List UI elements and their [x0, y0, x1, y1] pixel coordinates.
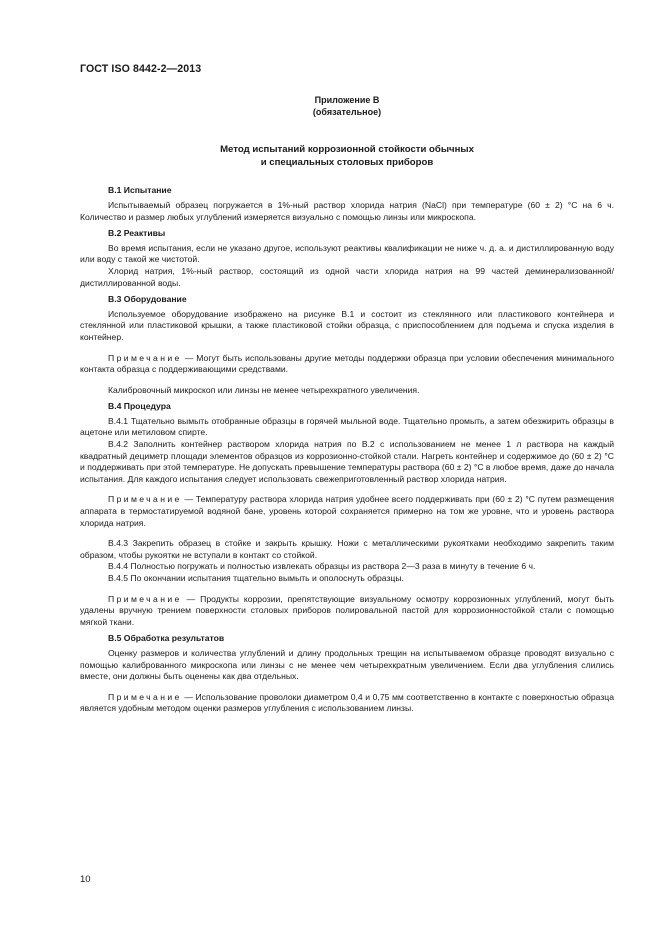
paragraph-b5-1: Оценку размеров и количества углублений и длину продольных трещин на испытываемом образце проводят визуально с помощью калиброванного микроскопа или линзы с не менее чем четырехкратным увеличением. Если два углубления слились вместе, они должны быть оценены как два отдельных. [80, 647, 614, 682]
note-text: — Температуру раствора хлорида натрия удобнее всего поддерживать при (60 ± 2) °С путем размещения аппарата в термостатируемой водяной бане, уровень которой сохраняется примерно на том же уровне, что и уровень раствора хлорида натрия. [80, 494, 614, 528]
method-title-line2: и специальных столовых приборов [260, 156, 434, 168]
note-b5 [80, 692, 614, 715]
section-heading-b4: В.4 Процедура [108, 401, 171, 412]
section-heading-b5: В.5 Обработка результатов [108, 633, 225, 644]
paragraph-b4-4: В.4.4 Полностью погружать и полностью извлекать образцы из раствора 2—3 раза в минуту в течение 6 ч. [108, 561, 536, 572]
paragraph-b2-2: Хлорид натрия, 1%-ный раствор, состоящий из одной части хлорида натрия на 99 частей деминерализованной/дистиллированной воды. [80, 265, 614, 288]
paragraph-b4-1: В.4.1 Тщательно вымыть отобранные образцы в горячей мыльной воде. Тщательно промыть, а затем обезжирить образцы в ацетоне или метиловом спирте. [80, 415, 614, 438]
note-text: — Могут быть использованы другие методы поддержки образца при условии обеспечения минимального контакта образца с поддерживающими средствами. [80, 352, 614, 375]
method-title [80, 144, 614, 169]
paragraph-b1: Испытываемый образец погружается в 1%-ный раствор хлорида натрия (NaCl) при температуре (60 ± 2) °С на 6 ч. Количество и размер любых углублений измеряется визуально с помощью линзы или микроскопа. [80, 199, 614, 222]
section-heading-b2: В.2 Реактивы [108, 228, 166, 239]
note-text: — Продукты коррозии, препятствующие визуальному осмотру коррозионных углублений, могут быть удалены вручную трением поверхности столовых приборов полировальной пастой для коррозионностойкой стали с помощью мягкой ткани. [80, 593, 614, 627]
note-b4-2 [80, 594, 614, 629]
note-b3 [80, 353, 614, 376]
page-number: 10 [80, 874, 91, 885]
paragraph-b3-2: Калибровочный микроскоп или линзы не менее четырехкратного увеличения. [108, 384, 420, 395]
paragraph-b4-2: В.4.2 Заполнить контейнер раствором хлорида натрия по В.2 с использованием не менее 1 л раствора на каждый квадратный дециметр площади элементов образцов из коррозионно-стойкой стали. Нагреть контейнер и содержимое до (60 ± 2) °С и поддерживать при этой температуре. Не допускать превышение температуры раствора (60 ± 2) °С в любое время, даже до начала испытания. Для каждого испытания следует использовать свежеприготовленный раствор хлорида натрия. [80, 439, 614, 484]
page-content [80, 95, 614, 715]
section-heading-b3: В.3 Оборудование [108, 294, 187, 305]
note-b4-1 [80, 494, 614, 529]
section-heading-b1: В.1 Испытание [108, 185, 172, 196]
paragraph-b2-1: Во время испытания, если не указано другое, используют реактивы квалификации не ниже ч. д. а. и дистиллированную воду или воду с такой же чистотой. [80, 242, 614, 265]
appendix-title: Приложение В [314, 95, 380, 105]
paragraph-b4-3: В.4.3 Закрепить образец в стойке и закрыть крышку. Ножи с металлическими рукоятками необходимо закрепить таким образом, чтобы рукоятки не вступали в контакт со стойкой. [80, 538, 614, 560]
standard-header: ГОСТ ISO 8442-2—2013 [80, 63, 202, 75]
note-label: Примечание [108, 593, 182, 604]
note-text: — Использование проволоки диаметром 0,4 и 0,75 мм соответственно в контакте с поверхностью образца является удобным методом оценки размеров углубления с использованием линзы. [80, 691, 614, 714]
method-title-line1: Метод испытаний коррозионной стойкости обычных [220, 144, 474, 156]
appendix-subtitle: (обязательное) [312, 106, 382, 117]
note-label: Примечание [108, 691, 182, 702]
paragraph-b3-1: Используемое оборудование изображено на рисунке В.1 и состоит из стеклянного или пластикового контейнера и стеклянной или пластиковой крышки, а также пластиковой стойки образца, с приспособлением для подъема и спуска изделия в контейнер. [80, 308, 614, 342]
note-label: Примечание [108, 494, 182, 505]
paragraph-b4-5: В.4.5 По окончании испытания тщательно вымыть и ополоснуть образцы. [108, 573, 404, 583]
note-label: Примечание [108, 352, 182, 363]
